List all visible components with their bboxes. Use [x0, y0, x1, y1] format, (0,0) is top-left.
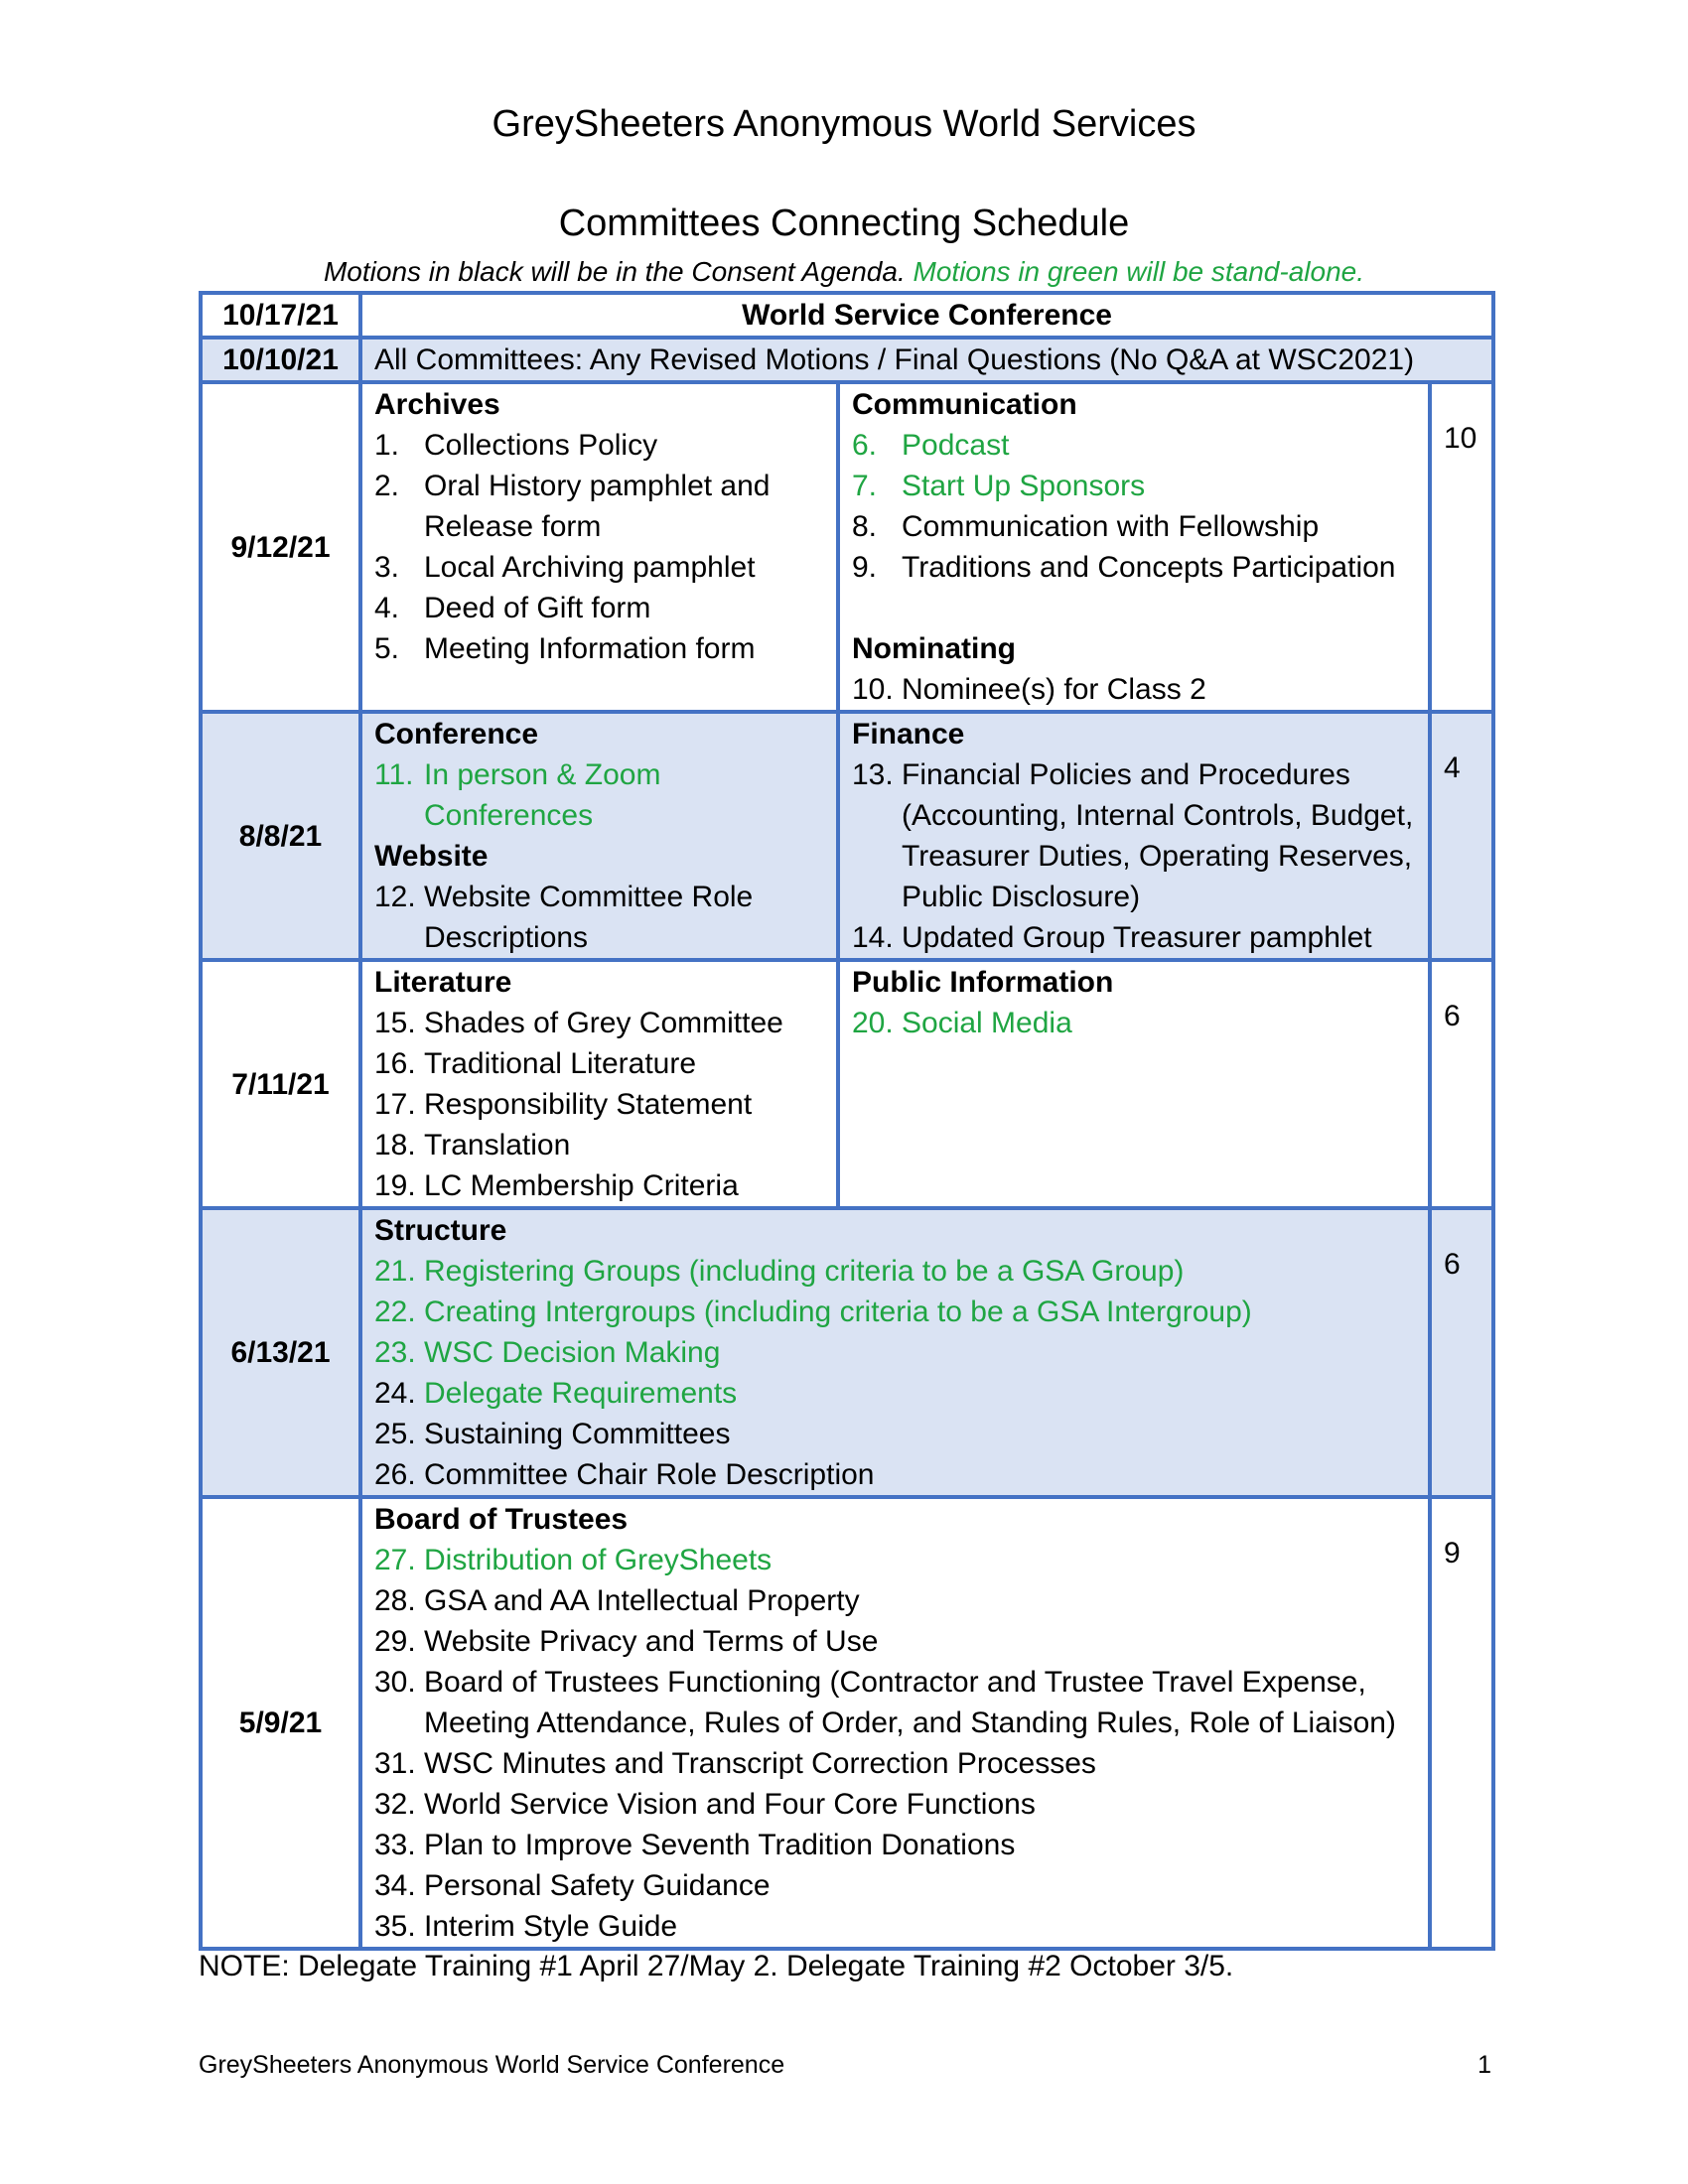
row-date: 9/12/21	[201, 382, 360, 712]
motion-title: Creating Intergroups (including criteria to be a GSA Intergroup)	[424, 1296, 1252, 1328]
motion-item	[374, 877, 824, 958]
row-date: 8/8/21	[201, 712, 360, 960]
committee-cell	[360, 712, 838, 960]
motion-title: Board of Trustees Functioning (Contractor and Trustee Travel Expense, Meeting Attendance, Rules of Order, and Standing Rules, Role of Liaison)	[424, 1666, 1396, 1739]
motion-number: 11.	[374, 758, 414, 791]
motion-title: Financial Policies and Procedures (Accounting, Internal Controls, Budget, Treasurer Duties, Operating Reserves, Public Disclosure)	[902, 758, 1414, 913]
motion-number: 17.	[374, 1088, 416, 1121]
motion-number: 8.	[852, 510, 878, 543]
subtitle	[0, 256, 1688, 288]
motion-item	[374, 1784, 1416, 1825]
motion-number: 6.	[852, 429, 878, 462]
motion-item	[374, 588, 824, 628]
motion-item	[374, 1043, 824, 1084]
committee-cell	[360, 1208, 1430, 1497]
motion-number: 10.	[852, 673, 894, 706]
motion-number: 28.	[374, 1584, 416, 1617]
committee-cell	[360, 1497, 1430, 1949]
motion-number: 5.	[374, 632, 400, 665]
motion-count: 10	[1430, 382, 1493, 712]
motion-item	[852, 547, 1416, 588]
motion-title: LC Membership Criteria	[424, 1169, 739, 1202]
motion-number: 1.	[374, 429, 400, 462]
motion-title: WSC Decision Making	[424, 1336, 721, 1369]
motion-item	[374, 1125, 824, 1165]
subtitle-consent-note: Motions in black will be in the Consent Agenda.	[323, 256, 906, 287]
motion-list	[852, 754, 1416, 958]
motion-number: 27.	[374, 1544, 416, 1576]
motion-title: Registering Groups (including criteria to be a GSA Group)	[424, 1255, 1185, 1288]
motion-item	[852, 425, 1416, 466]
motion-item	[374, 1865, 1416, 1906]
motion-title: Meeting Information form	[424, 632, 756, 665]
motion-item	[374, 1580, 1416, 1621]
committee-name: Structure	[374, 1214, 507, 1247]
motion-item	[852, 917, 1416, 958]
motion-number: 25.	[374, 1418, 416, 1450]
motion-item	[374, 466, 824, 547]
motion-title: GSA and AA Intellectual Property	[424, 1584, 860, 1617]
committee-name: Nominating	[852, 632, 1016, 665]
motion-list	[852, 669, 1416, 710]
motion-number: 30.	[374, 1666, 416, 1699]
motion-item	[374, 1621, 1416, 1662]
motion-item	[374, 1003, 824, 1043]
row-event: World Service Conference	[360, 293, 1493, 338]
schedule-row	[201, 960, 1493, 1208]
motion-number: 15.	[374, 1007, 416, 1039]
motion-item	[374, 1251, 1416, 1292]
motion-count: 9	[1430, 1497, 1493, 1949]
motion-title: Traditional Literature	[424, 1047, 697, 1080]
motion-item	[374, 1414, 1416, 1454]
motion-number: 14.	[852, 921, 894, 954]
page-number: 1	[1477, 2051, 1491, 2079]
motion-title: Podcast	[902, 429, 1010, 462]
motion-number: 31.	[374, 1747, 416, 1780]
row-date: 10/10/21	[201, 338, 360, 382]
motion-title: Oral History pamphlet and Release form	[424, 470, 771, 543]
motion-number: 19.	[374, 1169, 416, 1202]
motion-list	[374, 425, 824, 669]
motion-title: Nominee(s) for Class 2	[902, 673, 1206, 706]
committee-cell	[360, 960, 838, 1208]
motion-title: Local Archiving pamphlet	[424, 551, 756, 584]
motion-item	[374, 1743, 1416, 1784]
motion-title: Shades of Grey Committee	[424, 1007, 783, 1039]
motion-title: Sustaining Committees	[424, 1418, 731, 1450]
document-title: Committees Connecting Schedule	[558, 203, 1130, 244]
motion-number: 23.	[374, 1336, 416, 1369]
motion-title: Website Committee Role Descriptions	[424, 881, 754, 954]
committee-cell	[360, 382, 838, 712]
motion-count: 6	[1430, 1208, 1493, 1497]
motion-item	[374, 1165, 824, 1206]
motion-item	[374, 1292, 1416, 1332]
motion-title: In person & Zoom Conferences	[424, 758, 661, 832]
schedule-table	[199, 291, 1495, 1951]
schedule-row	[201, 382, 1493, 712]
motion-title: Plan to Improve Seventh Tradition Donations	[424, 1829, 1016, 1861]
motion-item	[374, 1332, 1416, 1373]
motion-number: 20.	[852, 1007, 894, 1039]
motion-title: Responsibility Statement	[424, 1088, 753, 1121]
motion-list	[374, 877, 824, 958]
committee-name: Public Information	[852, 966, 1114, 999]
motion-item	[852, 669, 1416, 710]
motion-number: 21.	[374, 1255, 416, 1288]
motion-item	[374, 1662, 1416, 1743]
motion-number: 32.	[374, 1788, 416, 1821]
motion-title: World Service Vision and Four Core Functions	[424, 1788, 1036, 1821]
motion-list	[374, 754, 824, 836]
motion-list	[374, 1251, 1416, 1495]
committee-cell	[838, 382, 1430, 712]
row-date: 7/11/21	[201, 960, 360, 1208]
row-date: 10/17/21	[201, 293, 360, 338]
motion-title: Updated Group Treasurer pamphlet	[902, 921, 1372, 954]
schedule-row	[201, 338, 1493, 382]
row-date: 6/13/21	[201, 1208, 360, 1497]
schedule-row	[201, 1497, 1493, 1949]
motion-item	[374, 1454, 1416, 1495]
motion-number: 16.	[374, 1047, 416, 1080]
motion-item	[374, 1373, 1416, 1414]
motion-title: Committee Chair Role Description	[424, 1458, 875, 1491]
motion-number: 24.	[374, 1377, 416, 1410]
subtitle-standalone-note: Motions in green will be stand-alone.	[913, 256, 1364, 287]
committee-name: Archives	[374, 388, 500, 421]
spacer	[852, 588, 1416, 628]
committee-name: Conference	[374, 718, 539, 751]
motion-number: 33.	[374, 1829, 416, 1861]
motion-list	[374, 1003, 824, 1206]
motion-number: 18.	[374, 1129, 416, 1161]
schedule-row	[201, 293, 1493, 338]
motion-item	[374, 1084, 824, 1125]
motion-title: Personal Safety Guidance	[424, 1869, 771, 1902]
motion-title: Website Privacy and Terms of Use	[424, 1625, 879, 1658]
motion-item	[374, 1540, 1416, 1580]
motion-list	[852, 1003, 1416, 1043]
motion-item	[852, 1003, 1416, 1043]
motion-list	[852, 425, 1416, 588]
motion-title: Deed of Gift form	[424, 592, 651, 624]
motion-count: 4	[1430, 712, 1493, 960]
motion-count: 6	[1430, 960, 1493, 1208]
motion-number: 12.	[374, 881, 416, 913]
motion-number: 7.	[852, 470, 878, 502]
row-event: All Committees: Any Revised Motions / Final Questions (No Q&A at WSC2021)	[360, 338, 1493, 382]
motion-item	[374, 547, 824, 588]
motion-item	[852, 754, 1416, 917]
motion-item	[374, 754, 824, 836]
committee-cell	[838, 712, 1430, 960]
motion-title: Translation	[424, 1129, 571, 1161]
committee-name: Website	[374, 840, 489, 873]
motion-number: 22.	[374, 1296, 416, 1328]
motion-list	[374, 1540, 1416, 1947]
motion-number: 26.	[374, 1458, 416, 1491]
motion-item	[374, 628, 824, 669]
schedule-row	[201, 712, 1493, 960]
footer-text: GreySheeters Anonymous World Service Conference	[199, 2051, 785, 2079]
org-title: GreySheeters Anonymous World Services	[492, 103, 1196, 145]
committee-name: Communication	[852, 388, 1077, 421]
motion-number: 13.	[852, 758, 894, 791]
motion-item	[852, 466, 1416, 506]
motion-title: Collections Policy	[424, 429, 658, 462]
motion-number: 3.	[374, 551, 400, 584]
motion-title: Social Media	[902, 1007, 1072, 1039]
motion-number: 35.	[374, 1910, 416, 1943]
motion-number: 9.	[852, 551, 878, 584]
motion-title: Interim Style Guide	[424, 1910, 678, 1943]
committee-cell	[838, 960, 1430, 1208]
motion-title: Start Up Sponsors	[902, 470, 1146, 502]
delegate-training-note: NOTE: Delegate Training #1 April 27/May 2. Delegate Training #2 October 3/5.	[199, 1950, 1234, 1982]
motion-number: 34.	[374, 1869, 416, 1902]
motion-number: 4.	[374, 592, 400, 624]
committee-name: Board of Trustees	[374, 1503, 629, 1536]
motion-number: 2.	[374, 470, 400, 502]
motion-item	[852, 506, 1416, 547]
motion-number: 29.	[374, 1625, 416, 1658]
motion-title: Communication with Fellowship	[902, 510, 1320, 543]
schedule-row	[201, 1208, 1493, 1497]
motion-title: Traditions and Concepts Participation	[902, 551, 1396, 584]
motion-title: WSC Minutes and Transcript Correction Processes	[424, 1747, 1096, 1780]
motion-item	[374, 425, 824, 466]
motion-title: Delegate Requirements	[424, 1377, 738, 1410]
row-date: 5/9/21	[201, 1497, 360, 1949]
committee-name: Finance	[852, 718, 965, 751]
motion-title: Distribution of GreySheets	[424, 1544, 773, 1576]
motion-item	[374, 1825, 1416, 1865]
committee-name: Literature	[374, 966, 512, 999]
motion-item	[374, 1906, 1416, 1947]
